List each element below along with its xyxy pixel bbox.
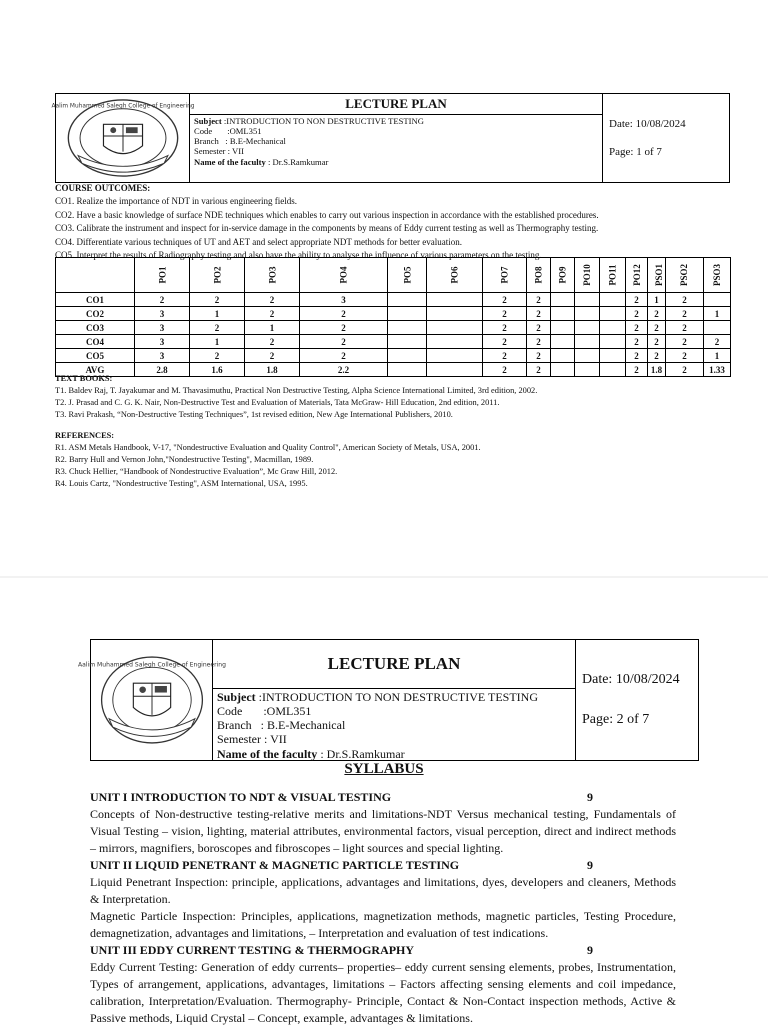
- matrix-cell: 1: [245, 321, 300, 335]
- matrix-cell: 2: [704, 335, 731, 349]
- matrix-cell: [427, 349, 483, 363]
- matrix-column-label: PO1: [157, 266, 167, 284]
- syllabus: [90, 789, 676, 1027]
- reference-item: R1. ASM Metals Handbook, V-17, "Nondestructive Evaluation and Quality Control", American Society of Metals, USA, 2001.: [55, 443, 481, 452]
- college-logo-cell: [77, 640, 226, 760]
- matrix-row: [56, 321, 731, 335]
- matrix-cell: 2: [527, 349, 551, 363]
- unit-name: UNIT III EDDY CURRENT TESTING & THERMOGRAPHY: [90, 943, 415, 957]
- matrix-cell: [551, 321, 575, 335]
- matrix-cell: 2: [666, 307, 704, 321]
- unit-heading: [90, 789, 676, 806]
- matrix-column-header: [704, 258, 731, 293]
- matrix-row-label: CO3: [56, 321, 135, 335]
- matrix-row-label: AVG: [56, 363, 135, 377]
- matrix-cell: [388, 293, 427, 307]
- faculty-value: : Dr.S.Ramkumar: [317, 746, 405, 761]
- course-outcome: CO1. Realize the importance of NDT in various engineering fields.: [55, 196, 298, 207]
- matrix-cell: 2: [527, 307, 551, 321]
- code-label: Code: [194, 126, 213, 137]
- matrix-cell: [427, 293, 483, 307]
- course-outcome: CO3. Calibrate the instrument and inspect for in-service damage in the components by means of Eddy current testing as well as Thermography testing.: [55, 223, 599, 234]
- subject-label: Subject: [217, 690, 256, 704]
- matrix-cell: [388, 335, 427, 349]
- matrix-column-header: [300, 258, 388, 293]
- matrix-cell: 2: [527, 363, 551, 377]
- matrix-cell: 2: [626, 307, 648, 321]
- matrix-cell: 2: [300, 307, 388, 321]
- svg-text:Aalim Muhammed Salegh College: Aalim Muhammed Salegh College of Engineering: [77, 661, 226, 669]
- unit-heading: [90, 857, 676, 874]
- subject-value: :INTRODUCTION TO NON DESTRUCTIVE TESTING: [258, 690, 538, 704]
- matrix-column-label: PO11: [607, 264, 618, 286]
- semester: Semester : VII: [217, 732, 287, 747]
- branch-value: : B.E-Mechanical: [225, 136, 286, 147]
- matrix-cell: 1: [190, 307, 245, 321]
- matrix-cell: 2: [245, 335, 300, 349]
- matrix-cell: 2: [483, 293, 527, 307]
- course-outcome: CO4. Differentiate various techniques of UT and AET and select appropriate NDT methods for better evaluation.: [55, 236, 462, 247]
- references-heading: REFERENCES:: [55, 431, 115, 440]
- matrix-cell: [600, 335, 626, 349]
- matrix-cell: [427, 321, 483, 335]
- matrix-cell: [704, 293, 731, 307]
- matrix-cell: [575, 321, 600, 335]
- matrix-cell: [704, 321, 731, 335]
- matrix-cell: 3: [135, 307, 190, 321]
- matrix-cell: 2: [300, 321, 388, 335]
- matrix-cell: 2: [190, 321, 245, 335]
- matrix-cell: 2: [245, 293, 300, 307]
- svg-text:Aalim Muhammed Salegh College: Aalim Muhammed Salegh College of Engineering: [51, 103, 194, 110]
- college-seal-icon: [77, 650, 226, 750]
- matrix-column-label: PO4: [338, 266, 349, 284]
- syllabus-title: SYLLABUS: [344, 761, 424, 777]
- matrix-column-header: [135, 258, 190, 293]
- matrix-row: [56, 349, 731, 363]
- matrix-column-header: [551, 258, 575, 293]
- matrix-cell: [427, 307, 483, 321]
- matrix-cell: 2: [626, 349, 648, 363]
- matrix-column-header: [427, 258, 483, 293]
- matrix-row-label: CO2: [56, 307, 135, 321]
- matrix-cell: 2: [666, 349, 704, 363]
- unit-name: UNIT II LIQUID PENETRANT & MAGNETIC PARTICLE TESTING: [90, 858, 460, 872]
- matrix-column-header: [648, 258, 666, 293]
- reference-item: R4. Louis Cartz, "Nondestructive Testing", ASM International, USA, 1995.: [55, 479, 308, 488]
- matrix-column-label: PO12: [631, 264, 642, 286]
- matrix-cell: 2: [648, 335, 666, 349]
- matrix-column-header: [666, 258, 704, 293]
- matrix-cell: [575, 335, 600, 349]
- text-book-item: T2. J. Prasad and C. G. K. Nair, Non-Destructive Test and Evaluation of Materials, Tata McGraw- Hill Education, 2nd edition, 2011.: [55, 398, 500, 407]
- matrix-cell: 2: [626, 363, 648, 377]
- matrix-column-label: PSO1: [654, 263, 665, 287]
- branch-value: : B.E-Mechanical: [260, 718, 346, 733]
- matrix-row: [56, 307, 731, 321]
- unit-name: UNIT I INTRODUCTION TO NDT & VISUAL TESTING: [90, 790, 392, 804]
- matrix-column-header: [190, 258, 245, 293]
- matrix-cell: 2.8: [135, 363, 190, 377]
- matrix-column-header: [245, 258, 300, 293]
- reference-item: R3. Chuck Hellier, “Handbook of Nondestructive Evaluation”, Mc Graw Hill, 2012.: [55, 467, 338, 476]
- matrix-column-header: [388, 258, 427, 293]
- matrix-cell: 1: [704, 307, 731, 321]
- reference-item: R2. Barry Hull and Vernon John,"Nondestructive Testing", Macmillan, 1989.: [55, 455, 314, 464]
- matrix-column-label: PO10: [582, 264, 592, 286]
- matrix-cell: 2.2: [300, 363, 388, 377]
- date: Date: 10/08/2024: [582, 672, 680, 687]
- course-outcomes: [55, 182, 745, 262]
- code-label: Code: [217, 704, 243, 719]
- matrix-column-label: PO5: [402, 266, 412, 284]
- faculty-value: : Dr.S.Ramkumar: [265, 156, 329, 167]
- text-book-item: T1. Baldev Raj, T. Jayakumar and M. Thavasimuthu, Practical Non Destructive Testing, Alpha Science International Limited, 3rd edition, 2002.: [55, 386, 538, 395]
- matrix-cell: 2: [666, 363, 704, 377]
- matrix-column-label: PSO2: [679, 263, 690, 287]
- faculty-label: Name of the faculty: [217, 746, 318, 761]
- matrix-cell: 3: [135, 349, 190, 363]
- matrix-column-header: [483, 258, 527, 293]
- matrix-cell: 2: [666, 293, 704, 307]
- matrix-cell: [551, 307, 575, 321]
- matrix-cell: [427, 335, 483, 349]
- unit-description: Magnetic Particle Inspection: Principles, applications, magnetization methods, magnetic particles, Testing Procedure, demagnetization, advantages and limitations, – Interpretation and evaluation of test indications.: [90, 909, 676, 940]
- matrix-cell: 1.8: [648, 363, 666, 377]
- matrix-cell: 2: [666, 335, 704, 349]
- date: Date: 10/08/2024: [609, 118, 686, 130]
- matrix-cell: [388, 321, 427, 335]
- course-outcomes-heading: COURSE OUTCOMES:: [55, 183, 151, 193]
- matrix-cell: [600, 307, 626, 321]
- matrix-cell: 2: [135, 293, 190, 307]
- unit-hours: 9: [587, 790, 593, 804]
- matrix-column-label: PO8: [533, 266, 544, 284]
- lecture-plan-header: [51, 93, 730, 183]
- matrix-column-label: PSO3: [711, 263, 722, 287]
- page-number: Page: 2 of 7: [582, 712, 650, 727]
- matrix-row-label: CO4: [56, 335, 135, 349]
- branch-label: Branch: [217, 718, 252, 733]
- matrix-cell: 2: [300, 349, 388, 363]
- matrix-column-label: PO7: [499, 266, 510, 284]
- matrix-cell: 2: [666, 321, 704, 335]
- matrix-cell: [551, 293, 575, 307]
- matrix-row: [56, 293, 731, 307]
- matrix-cell: [600, 321, 626, 335]
- matrix-cell: [600, 349, 626, 363]
- unit-description: Concepts of Non-destructive testing-relative merits and limitations-NDT Versus mechanical testing, Fundamentals of Visual Testing – vision, lighting, material attributes, environmental factors, visual perception, direct and indirect methods – mirrors, magnifiers, boroscopes and fibroscopes – light sources and special lighting.: [90, 807, 676, 855]
- matrix-cell: 2: [626, 335, 648, 349]
- code-value: :OML351: [263, 704, 312, 719]
- text-books-heading: TEXT BOOKS:: [55, 374, 113, 383]
- semester: Semester : VII: [194, 146, 244, 157]
- matrix-cell: 1.33: [704, 363, 731, 377]
- matrix-cell: 2: [527, 335, 551, 349]
- matrix-cell: 2: [483, 307, 527, 321]
- subject-value: :INTRODUCTION TO NON DESTRUCTIVE TESTING: [223, 116, 424, 126]
- matrix-cell: [388, 307, 427, 321]
- matrix-row: [56, 335, 731, 349]
- matrix-cell: 1.6: [190, 363, 245, 377]
- matrix-cell: 1: [648, 293, 666, 307]
- matrix-cell: 1.8: [245, 363, 300, 377]
- college-seal-icon: [51, 97, 194, 179]
- course-outcome: CO2. Have a basic knowledge of surface NDE techniques which enables to carry out various inspection in accordance with the established procedures.: [55, 209, 599, 220]
- branch-label: Branch: [194, 136, 219, 147]
- faculty-label: Name of the faculty: [194, 156, 266, 167]
- matrix-cell: 3: [135, 321, 190, 335]
- matrix-cell: 2: [245, 349, 300, 363]
- matrix-cell: [575, 307, 600, 321]
- matrix-column-label: PO2: [212, 266, 222, 284]
- matrix-cell: 2: [483, 363, 527, 377]
- co-po-matrix: [55, 257, 731, 377]
- matrix-row-label: CO5: [56, 349, 135, 363]
- matrix-cell: 1: [704, 349, 731, 363]
- matrix-column-header: [575, 258, 600, 293]
- matrix-cell: 2: [483, 321, 527, 335]
- unit-description: Eddy Current Testing: Generation of eddy currents– properties– eddy current sensing elements, probes, Instrumentation, Types of arrangement, applications, advantages, limitations – Factors affecting sensing elements and coil impedance, calibration, Interpretation/Evaluation. Thermography- Principle, Contact & Non-Contact inspection methods, Active & Passive methods, Liquid Crystal – Concept, example, advantages & limitations.: [90, 960, 676, 1025]
- matrix-cell: [551, 349, 575, 363]
- course-outcome: CO5. Interpret the results of Radiography testing and also have the ability to analyse the influence of various parameters on the testing.: [55, 250, 542, 261]
- matrix-column-label: PO9: [557, 266, 568, 284]
- matrix-cell: 2: [626, 293, 648, 307]
- matrix-column-header: [600, 258, 626, 293]
- matrix-cell: 2: [527, 321, 551, 335]
- references: [55, 430, 755, 490]
- matrix-column-label: PO6: [449, 266, 460, 284]
- matrix-cell: 2: [483, 335, 527, 349]
- lecture-plan-title: LECTURE PLAN: [213, 640, 575, 689]
- matrix-cell: 2: [648, 349, 666, 363]
- matrix-column-header: [527, 258, 551, 293]
- matrix-cell: 2: [648, 307, 666, 321]
- page-number: Page: 1 of 7: [609, 146, 662, 158]
- matrix-cell: [575, 349, 600, 363]
- matrix-cell: 2: [648, 321, 666, 335]
- matrix-cell: 2: [190, 293, 245, 307]
- matrix-row-label: CO1: [56, 293, 135, 307]
- matrix-cell: [600, 293, 626, 307]
- unit-hours: 9: [587, 858, 593, 872]
- matrix-cell: 1: [190, 335, 245, 349]
- matrix-cell: 3: [135, 335, 190, 349]
- matrix-cell: 2: [300, 335, 388, 349]
- unit-heading: [90, 942, 676, 959]
- lecture-plan-title: LECTURE PLAN: [190, 94, 602, 115]
- matrix-cell: 3: [300, 293, 388, 307]
- code-value: :OML351: [227, 126, 262, 137]
- text-books: [55, 373, 755, 421]
- matrix-column-header: [626, 258, 648, 293]
- matrix-cell: 2: [190, 349, 245, 363]
- matrix-column-label: PO3: [267, 266, 277, 284]
- unit-description: Liquid Penetrant Inspection: principle, applications, advantages and limitations, dyes, developers and cleaners, Methods & Interpretation.: [90, 875, 676, 906]
- matrix-cell: 2: [483, 349, 527, 363]
- matrix-cell: [551, 335, 575, 349]
- matrix-cell: [388, 349, 427, 363]
- college-logo-cell: [51, 94, 194, 182]
- matrix-cell: 2: [527, 293, 551, 307]
- unit-hours: 9: [587, 943, 593, 957]
- matrix-corner: [56, 258, 135, 293]
- page-separator: [0, 576, 768, 578]
- subject-label: Subject: [194, 116, 222, 126]
- matrix-cell: 2: [626, 321, 648, 335]
- matrix-cell: [575, 293, 600, 307]
- matrix-cell: 2: [245, 307, 300, 321]
- text-book-item: T3. Ravi Prakash, “Non-Destructive Testing Techniques”, 1st revised edition, New Age International Publishers, 2010.: [55, 410, 453, 419]
- lecture-plan-header-page-2: [77, 639, 699, 761]
